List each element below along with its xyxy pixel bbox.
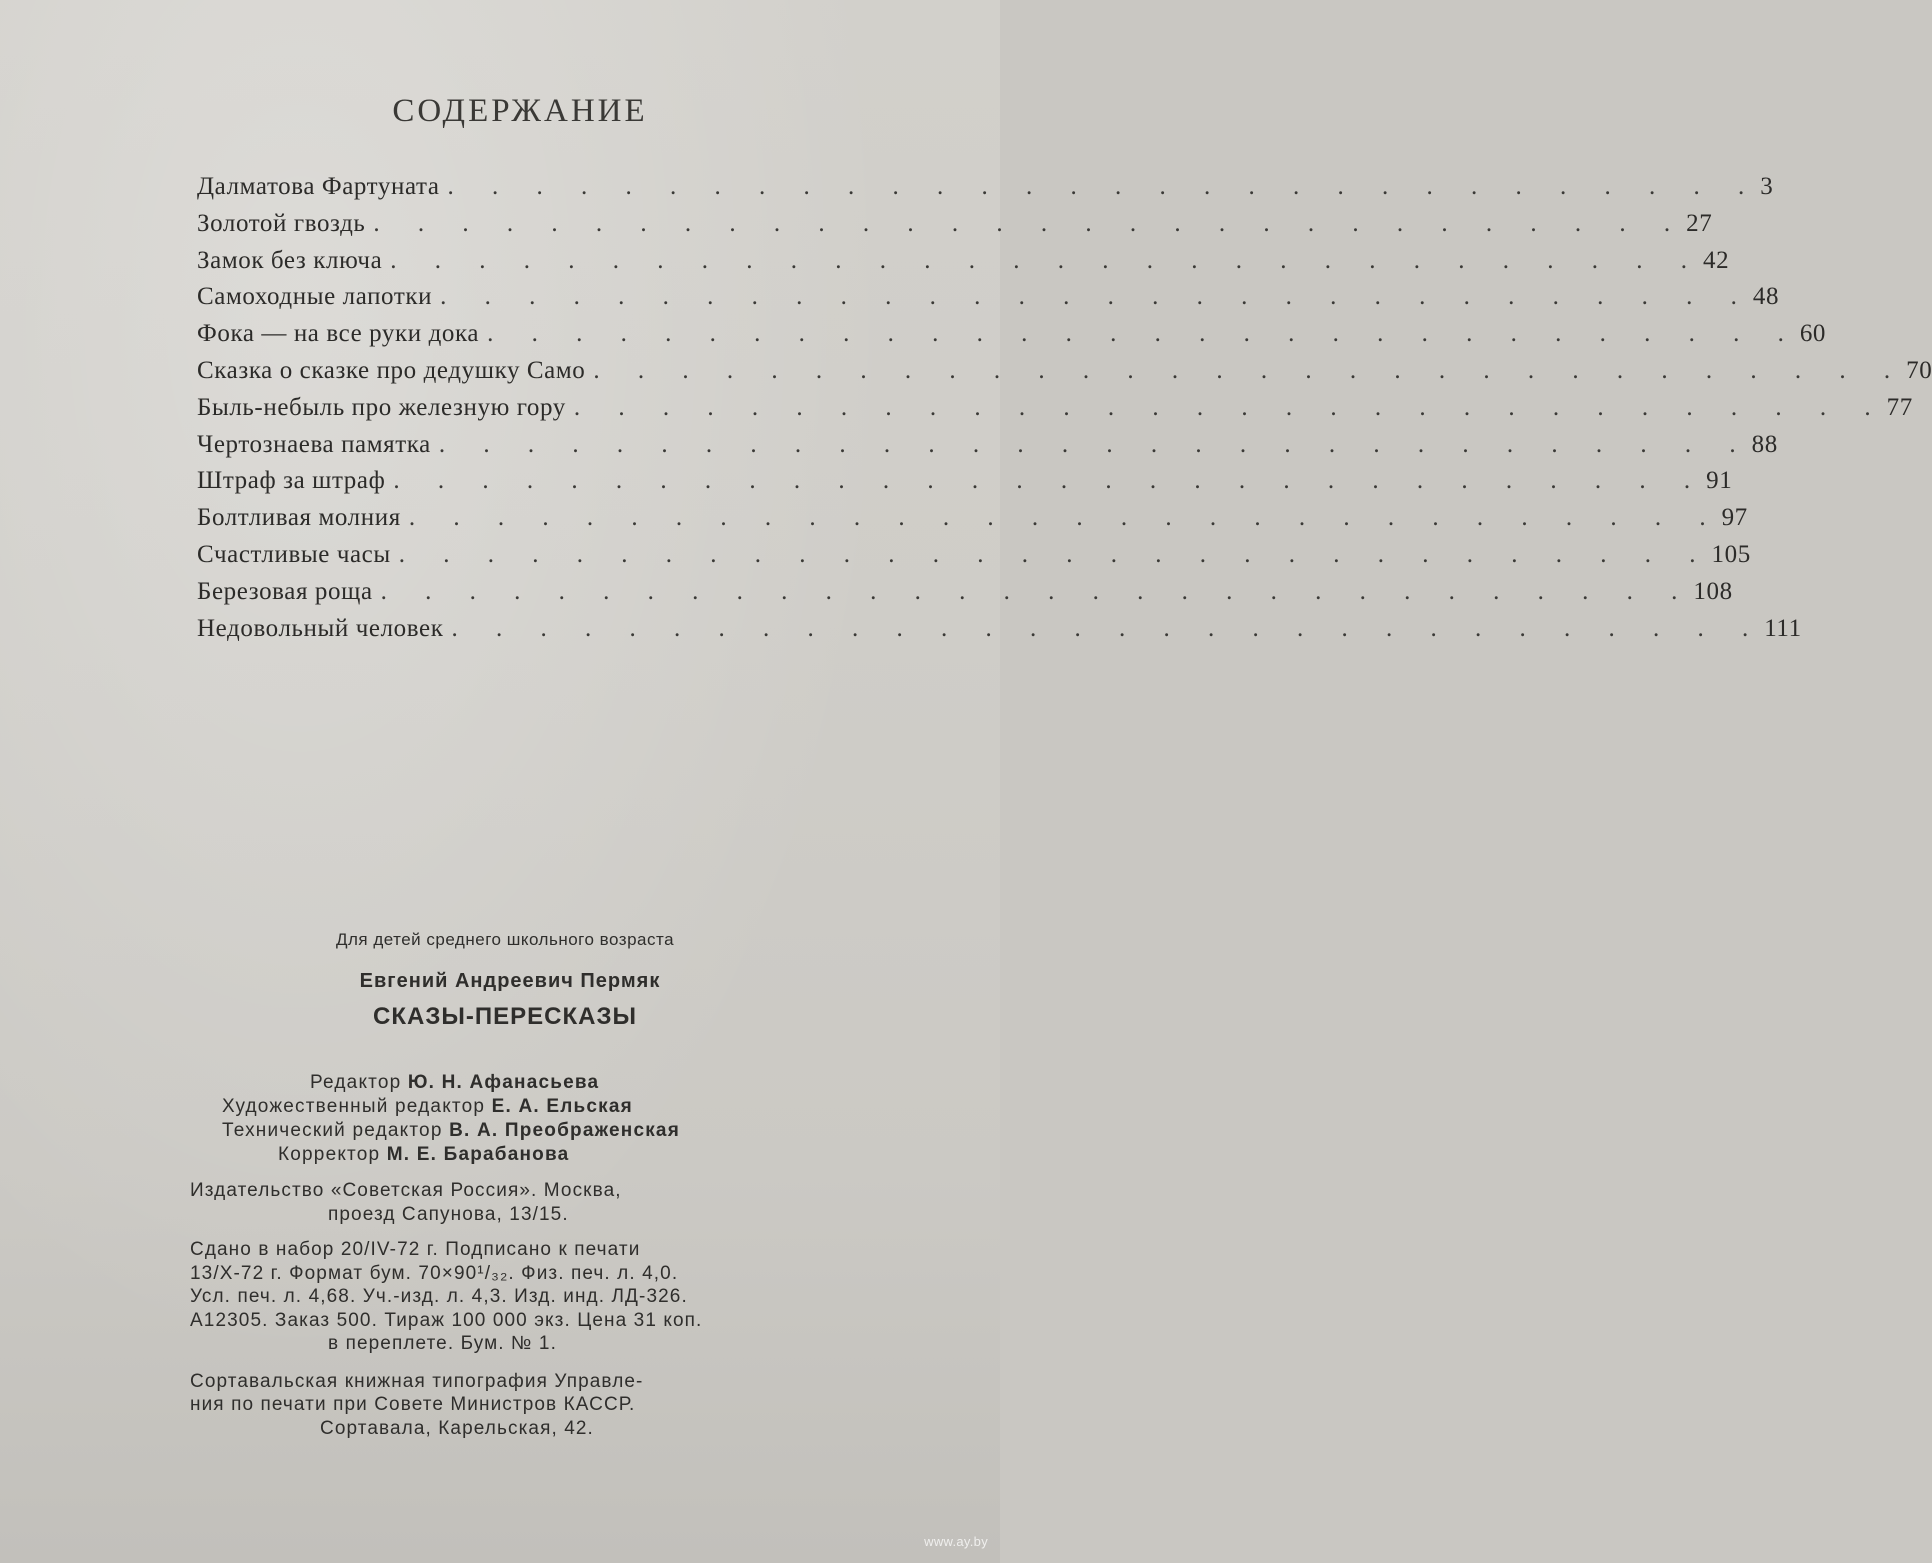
print-data-line: Сдано в набор 20/IV-72 г. Подписано к печати xyxy=(190,1239,641,1260)
toc-leader-dots: . . . . . . . . . . . . . . . . . . . . . . . . . . . . . . xyxy=(440,283,1753,311)
toc-entry-page: 70 xyxy=(1906,356,1932,384)
toc-leader-dots: . . . . . . . . . . . . . . . . . . . . . . . . . . . . . . xyxy=(593,356,1907,384)
toc-leader-dots: . . . . . . . . . . . . . . . . . . . . . . . . . . . . . . xyxy=(373,209,1687,237)
toc-leader-dots: . . . . . . . . . . . . . . . . . . . . . . . . . . . . . . xyxy=(573,393,1887,421)
toc-entry xyxy=(197,246,1730,284)
toc-entry-page: 27 xyxy=(1686,209,1713,237)
toc-entry-page: 60 xyxy=(1799,320,1827,348)
table-of-contents xyxy=(197,173,1932,651)
toc-entry-title: Недовольный человек xyxy=(197,614,444,642)
toc-entry-page: 97 xyxy=(1721,504,1748,532)
toc-entry-title: Замок без ключа xyxy=(197,246,383,274)
printer-line: ния по печати при Совете Министров КАССР. xyxy=(190,1394,636,1415)
toc-leader-dots: . . . . . . . . . . . . . . . . . . . . . . . . . . . . . . xyxy=(487,320,1800,348)
publisher-line: проезд Сапунова, 13/15. xyxy=(328,1203,569,1225)
toc-entry-page: 42 xyxy=(1703,246,1730,274)
print-data-line: А12305. Заказ 500. Тираж 100 000 экз. Цена 31 коп. xyxy=(190,1309,703,1331)
toc-entry xyxy=(197,173,1774,210)
print-data-line: Усл. печ. л. 4,68. Уч.-изд. л. 4,3. Изд. инд. ЛД-326. xyxy=(190,1286,688,1307)
toc-leader-dots: . . . . . . . . . . . . . . . . . . . . . . . . . . . . . . xyxy=(380,577,1694,605)
book-title: СКАЗЫ-ПЕРЕСКАЗЫ xyxy=(373,1003,637,1030)
print-data xyxy=(190,1238,830,1356)
credits-list xyxy=(190,1071,830,1167)
credit-role: Редактор xyxy=(310,1072,402,1093)
credit-person: В. А. Преображенская xyxy=(449,1120,680,1141)
toc-entry xyxy=(197,430,1778,468)
credit-role: Художественный редактор xyxy=(222,1096,486,1117)
toc-entry xyxy=(197,209,1713,247)
toc-entry-title: Быль-небыль про железную гору xyxy=(197,393,566,421)
toc-entry xyxy=(197,356,1932,394)
toc-entry-title: Самоходные лапотки xyxy=(197,283,433,311)
credit-line xyxy=(222,1071,830,1095)
toc-entry xyxy=(197,467,1733,504)
publisher-line: Издательство «Советская Россия». Москва, xyxy=(190,1180,622,1201)
toc-entry-page: 48 xyxy=(1752,283,1780,311)
toc-entry xyxy=(197,320,1827,357)
credit-line xyxy=(222,1119,830,1143)
toc-leader-dots: . . . . . . . . . . . . . . . . . . . . . . . . . . . . . . xyxy=(398,540,1712,568)
toc-entry-page: 3 xyxy=(1760,173,1774,200)
toc-entry-title: Сказка о сказке про дедушку Само xyxy=(197,356,586,384)
toc-entry-page: 108 xyxy=(1693,577,1733,605)
toc-entry-title: Золотой гвоздь xyxy=(197,209,366,237)
imprint-block xyxy=(190,930,830,1440)
credit-role: Корректор xyxy=(278,1144,381,1165)
printer-info xyxy=(190,1370,830,1441)
toc-entry-title: Березовая роща xyxy=(197,577,373,605)
toc-leader-dots: . . . . . . . . . . . . . . . . . . . . . . . . . . . . . . xyxy=(451,614,1765,642)
credit-line xyxy=(222,1143,830,1167)
toc-entry xyxy=(197,504,1748,541)
printer-line: Сортавала, Карельская, 42. xyxy=(320,1417,594,1439)
credit-line xyxy=(222,1095,830,1119)
toc-entry-page: 105 xyxy=(1711,540,1751,568)
toc-entry-title: Фока — на все руки дока xyxy=(197,320,480,348)
publisher-info xyxy=(190,1179,830,1226)
credit-person: Ю. Н. Афанасьева xyxy=(407,1072,600,1093)
author-name: Евгений Андреевич Пермяк xyxy=(359,970,661,992)
toc-entry-page: 88 xyxy=(1751,430,1778,458)
toc-entry-title: Штраф за штраф xyxy=(197,467,386,495)
toc-entry-title: Далматова Фартуната xyxy=(197,173,440,200)
toc-title: СОДЕРЖАНИЕ xyxy=(392,93,648,129)
toc-entry-page: 91 xyxy=(1706,467,1733,495)
credit-role: Технический редактор xyxy=(222,1120,443,1141)
toc-leader-dots: . . . . . . . . . . . . . . . . . . . . . . . . . . . . . . xyxy=(447,173,1761,200)
toc-entry-title: Болтливая молния xyxy=(197,504,401,532)
audience-note: Для детей среднего школьного возраста xyxy=(335,930,675,949)
credit-person: М. Е. Барабанова xyxy=(386,1144,570,1165)
toc-leader-dots: . . . . . . . . . . . . . . . . . . . . . . . . . . . . . . xyxy=(408,504,1722,532)
credit-person: Е. А. Ельская xyxy=(491,1096,633,1117)
toc-entry xyxy=(197,393,1913,431)
toc-leader-dots: . . . . . . . . . . . . . . . . . . . . . . . . . . . . . . xyxy=(393,467,1707,495)
site-watermark: www.ay.by xyxy=(924,1534,988,1549)
toc-entry xyxy=(197,283,1780,320)
toc-leader-dots: . . . . . . . . . . . . . . . . . . . . . . . . . . . . . . xyxy=(390,246,1704,274)
toc-entry-title: Чертознаева памятка xyxy=(197,430,431,458)
printer-line: Сортавальская книжная типография Управле- xyxy=(190,1370,644,1392)
toc-entry-page: 77 xyxy=(1886,393,1913,421)
print-data-line: в переплете. Бум. № 1. xyxy=(328,1333,557,1354)
toc-entry-page: 111 xyxy=(1764,614,1802,642)
toc-entry xyxy=(197,614,1802,652)
toc-leader-dots: . . . . . . . . . . . . . . . . . . . . . . . . . . . . . . xyxy=(438,430,1752,458)
toc-entry-title: Счастливые часы xyxy=(197,540,391,568)
print-data-line: 13/X-72 г. Формат бум. 70×90¹/₃₂. Физ. печ. л. 4,0. xyxy=(190,1262,679,1284)
toc-entry xyxy=(197,577,1733,615)
toc-entry xyxy=(197,540,1751,578)
